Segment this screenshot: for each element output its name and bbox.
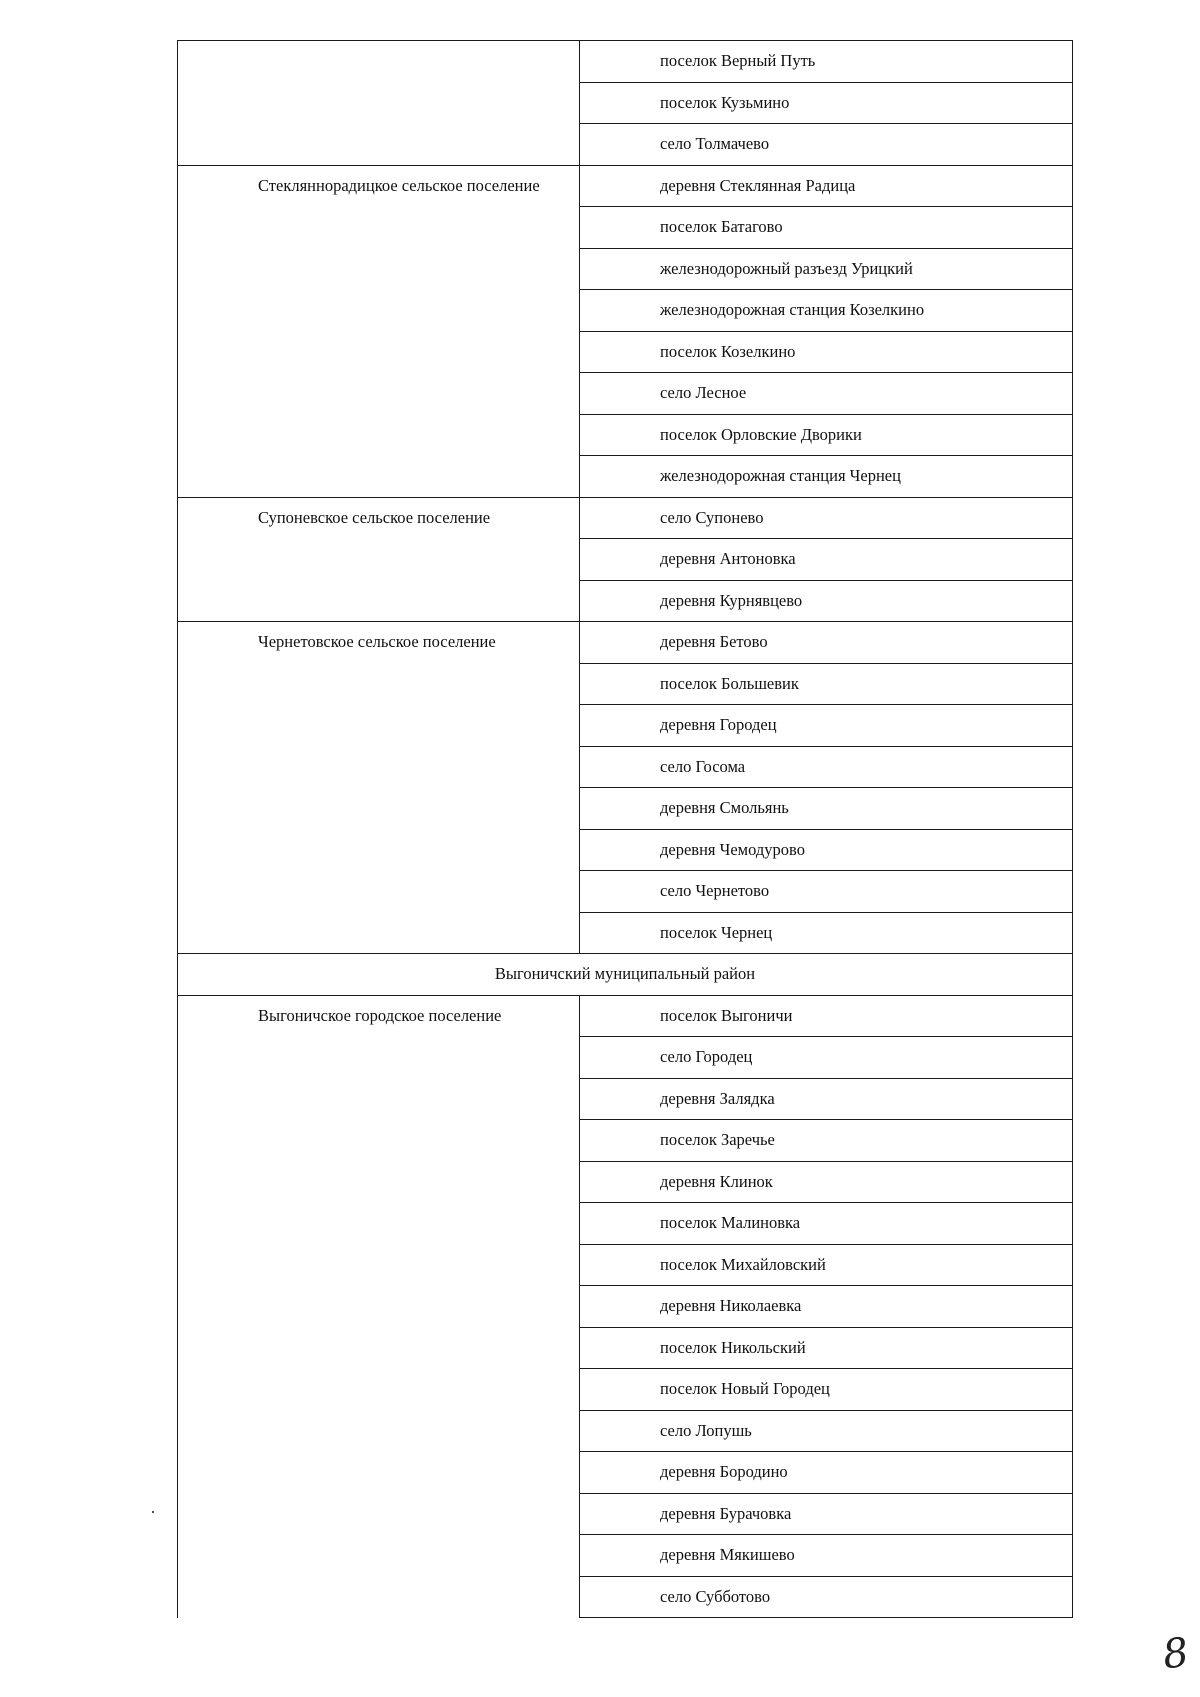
locality-name: село Супонево	[580, 497, 1073, 539]
locality-name: поселок Михайловский	[580, 1244, 1073, 1286]
locality-name: село Чернетово	[580, 871, 1073, 913]
locality-name: деревня Клинок	[580, 1161, 1073, 1203]
locality-row	[178, 497, 1073, 539]
locality-name: поселок Орловские Дворики	[580, 414, 1073, 456]
locality-name: деревня Курнявцево	[580, 580, 1073, 622]
locality-name: железнодорожная станция Чернец	[580, 456, 1073, 498]
locality-name: деревня Бурачовка	[580, 1493, 1073, 1535]
locality-name: деревня Николаевка	[580, 1286, 1073, 1328]
locality-name: деревня Бетово	[580, 622, 1073, 664]
settlement-name: Выгоничское городское поселение	[178, 995, 580, 1618]
locality-name: поселок Чернец	[580, 912, 1073, 954]
page-number: 8	[1159, 1629, 1192, 1679]
locality-name: деревня Городец	[580, 705, 1073, 747]
locality-name: деревня Мякишево	[580, 1535, 1073, 1577]
locality-name: поселок Выгоничи	[580, 995, 1073, 1037]
locality-name: деревня Залядка	[580, 1078, 1073, 1120]
scan-speck	[152, 1511, 154, 1513]
settlement-name: Супоневское сельское поселение	[178, 497, 580, 622]
district-name: Выгоничский муниципальный район	[178, 954, 1073, 996]
locality-row	[178, 995, 1073, 1037]
locality-name: поселок Новый Городец	[580, 1369, 1073, 1411]
settlement-name	[178, 41, 580, 166]
locality-row	[178, 622, 1073, 664]
locality-row	[178, 165, 1073, 207]
locality-name: поселок Кузьмино	[580, 82, 1073, 124]
table-body	[178, 41, 1073, 1618]
locality-name: село Лесное	[580, 373, 1073, 415]
locality-name: поселок Заречье	[580, 1120, 1073, 1162]
locality-name: село Толмачево	[580, 124, 1073, 166]
locality-name: железнодорожная станция Козелкино	[580, 290, 1073, 332]
locality-name: деревня Стеклянная Радица	[580, 165, 1073, 207]
locality-name: поселок Большевик	[580, 663, 1073, 705]
locality-name: поселок Верный Путь	[580, 41, 1073, 83]
locality-name: село Субботово	[580, 1576, 1073, 1618]
locality-name: поселок Козелкино	[580, 331, 1073, 373]
locality-name: село Лопушь	[580, 1410, 1073, 1452]
locality-name: деревня Антоновка	[580, 539, 1073, 581]
locality-row	[178, 41, 1073, 83]
locality-name: деревня Смольянь	[580, 788, 1073, 830]
locality-name: поселок Батагово	[580, 207, 1073, 249]
locality-name: село Госома	[580, 746, 1073, 788]
settlements-table	[177, 40, 1073, 1618]
settlement-name: Стекляннорадицкое сельское поселение	[178, 165, 580, 497]
locality-name: село Городец	[580, 1037, 1073, 1079]
locality-name: деревня Чемодурово	[580, 829, 1073, 871]
district-row	[178, 954, 1073, 996]
locality-name: поселок Малиновка	[580, 1203, 1073, 1245]
locality-name: деревня Бородино	[580, 1452, 1073, 1494]
settlement-name: Чернетовское сельское поселение	[178, 622, 580, 954]
locality-name: поселок Никольский	[580, 1327, 1073, 1369]
locality-name: железнодорожный разъезд Урицкий	[580, 248, 1073, 290]
